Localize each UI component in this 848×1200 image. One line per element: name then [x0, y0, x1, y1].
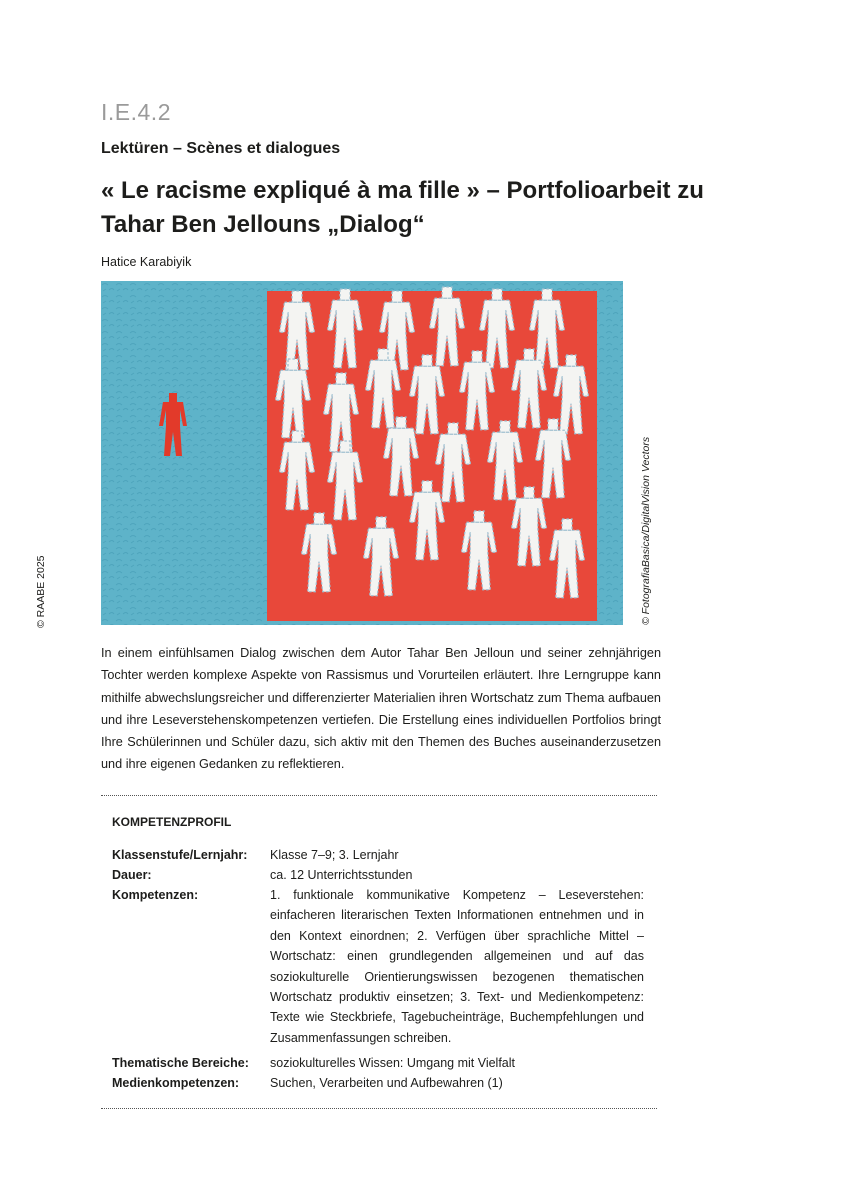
profile-label: Kompetenzen:	[112, 888, 199, 902]
profile-value: Suchen, Verarbeiten und Aufbewahren (1)	[270, 1076, 503, 1090]
copyright-notice: © RAABE 2025	[35, 555, 47, 628]
page-title: « Le racisme expliqué à ma fille » – Portfolioarbeit zu Tahar Ben Jellouns „Dialog“	[101, 177, 704, 238]
profile-value: Klasse 7–9; 3. Lernjahr	[270, 848, 399, 862]
author-name: Hatice Karabiyik	[101, 255, 192, 269]
profile-label: Klassenstufe/Lernjahr:	[112, 848, 248, 862]
cover-illustration	[101, 281, 623, 625]
image-credit: © FotografiaBasica/DigitalVision Vectors	[640, 436, 652, 625]
profile-label: Dauer:	[112, 868, 152, 882]
intro-paragraph: In einem einfühlsamen Dialog zwischen dem Autor Tahar Ben Jelloun und seiner zehnjährigen Tochter werden komplexe Aspekte von Rassismus und Vorurteilen erläutert. Ihre Lerngruppe kann mithilfe abwechslungsreicher und differenzierter Materialien ihren Wortschatz zum Thema aufbauen und ihre Leseverstehenskompetenzen vertiefen. Die Erstellung eines individuellen Portfolios bringt Ihre Schülerinnen und Schüler dazu, sich aktiv mit den Themen des Buches auseinanderzusetzen und ihre eigenen Gedanken zu reflektieren.	[101, 646, 661, 772]
profile-value: soziokulturelles Wissen: Umgang mit Vielfalt	[270, 1056, 516, 1070]
divider-bottom	[101, 1108, 657, 1109]
unit-code: I.E.4.2	[101, 99, 171, 125]
profile-value: 1. funktionale kommunikative Kompetenz – Leseverstehen: einfacheren literarischen Texten Informationen entnehmen und in den Kontext einordnen; 2. Verfügen über sprachliche Mittel – Wortschatz: einen grundlegenden allgemeinen und auf das soziokulturelle Orientierungswissen bezogenen thematischen Wortschatz produktiv einsetzen; 3. Text- und Medienkompetenz: Texte wie Steckbriefe, Tagebucheinträge, Buchempfehlungen und Zusammenfassungen schreiben.	[270, 888, 644, 1045]
profile-value: ca. 12 Unterrichtsstunden	[270, 868, 413, 882]
profile-label: Medienkompetenzen:	[112, 1076, 240, 1090]
profile-label: Thematische Bereiche:	[112, 1056, 249, 1070]
series-title: Lektüren – Scènes et dialogues	[101, 140, 341, 157]
profile-title: KOMPETENZPROFIL	[112, 815, 232, 829]
divider-top	[101, 795, 657, 796]
